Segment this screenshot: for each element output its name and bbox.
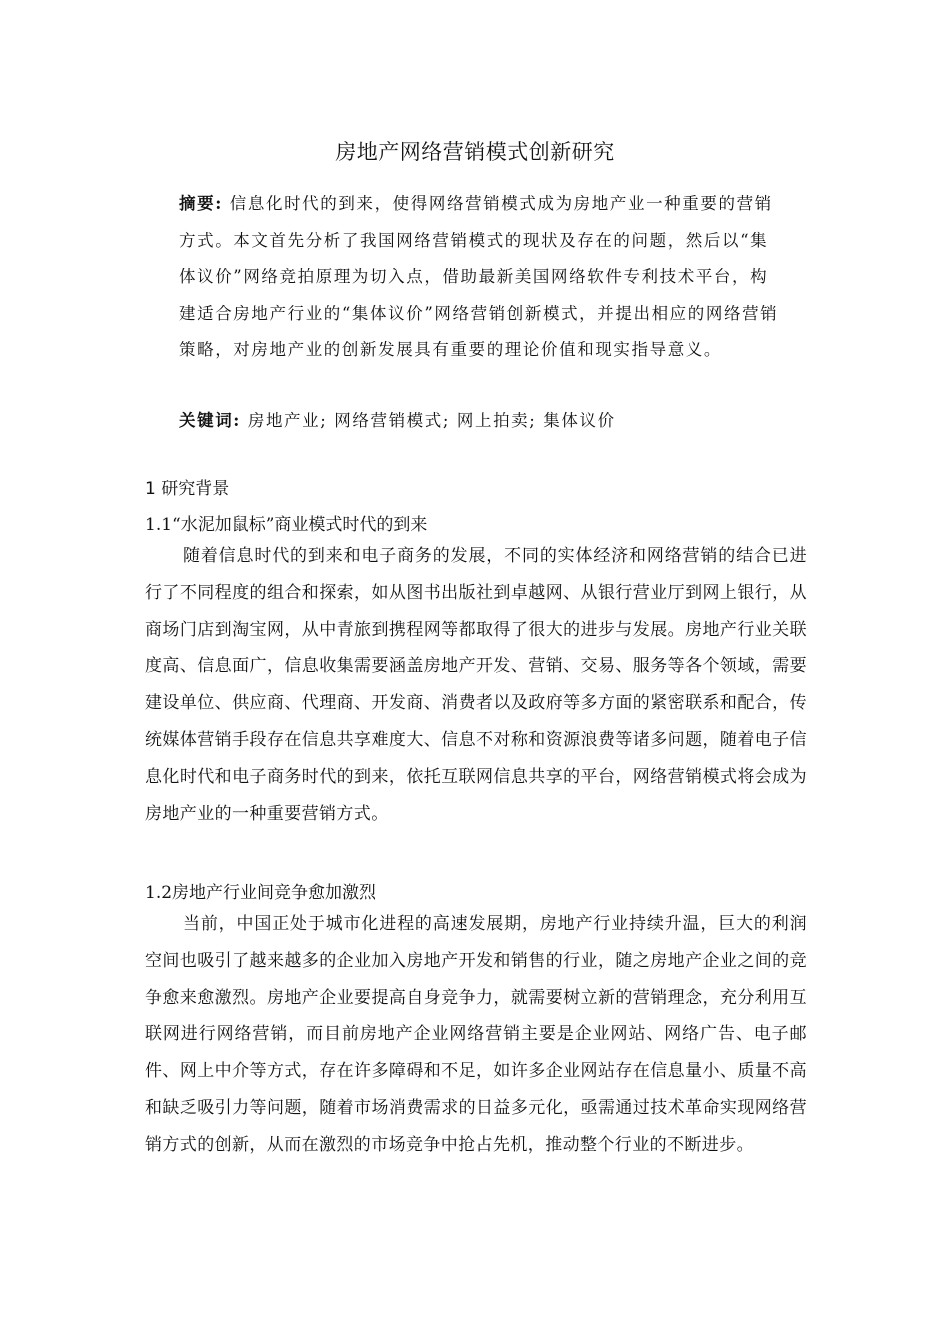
paragraph-1-2: 当前，中国正处于城市化进程的高速发展期，房地产行业持续升温，巨大的利润空间也吸引了越来越多的企业加入房地产开发和销售的行业，随之房地产企业之间的竞争愈来愈激烈。房地产企业要提高自身竞争力，就需要树立新的营销理念，充分利用互联网进行网络营销，而目前房地产企业网络营销主要是企业网站、网络广告、电子邮件、网上中介等方式，存在许多障碍和不足，如许多企业网站存在信息量小、质量不高和缺乏吸引力等问题，随着市场消费需求的日益多元化，亟需通过技术革命实现网络营销方式的创新，从而在激烈的市场竞争中抢占先机，推动整个行业的不断进步。 xyxy=(145,914,807,1155)
abstract-block xyxy=(179,186,779,369)
subsection-heading-1-1: 1.1“水泥加鼠标”商业模式时代的到来 xyxy=(145,515,428,535)
keywords-text: 房地产业; 网络营销模式; 网上拍卖; 集体议价 xyxy=(247,411,616,430)
abstract-text: 信息化时代的到来，使得网络营销模式成为房地产业一种重要的营销方式。本文首先分析了我国网络营销模式的现状及存在的问题，然后以“集体议价”网络竞拍原理为切入点，借助最新美国网络软件专利技术平台，构建适合房地产行业的“集体议价”网络营销创新模式，并提出相应的网络营销策略，对房地产业的创新发展具有重要的理论价值和现实指导意义。 xyxy=(179,194,779,359)
paragraph-1-1: 随着信息时代的到来和电子商务的发展，不同的实体经济和网络营销的结合已进行了不同程度的组合和探索，如从图书出版社到卓越网、从银行营业厅到网上银行，从商场门店到淘宝网，从中青旅到携程网等都取得了很大的进步与发展。房地产行业关联度高、信息面广，信息收集需要涵盖房地产开发、营销、交易、服务等各个领域，需要建设单位、供应商、代理商、开发商、消费者以及政府等多方面的紧密联系和配合，传统媒体营销手段存在信息共享难度大、信息不对称和资源浪费等诸多问题，随着电子信息化时代和电子商务时代的到来，依托互联网信息共享的平台，网络营销模式将会成为房地产业的一种重要营销方式。 xyxy=(145,546,807,824)
paper-title: 房地产网络营销模式创新研究 xyxy=(335,140,615,164)
abstract-label: 摘要: xyxy=(179,194,223,213)
section-heading: 1 研究背景 xyxy=(145,479,230,499)
subsection-heading-1-2: 1.2房地产行业间竞争愈加激烈 xyxy=(145,883,377,903)
keywords-label: 关键词: xyxy=(179,411,241,430)
keywords-line xyxy=(179,407,799,431)
